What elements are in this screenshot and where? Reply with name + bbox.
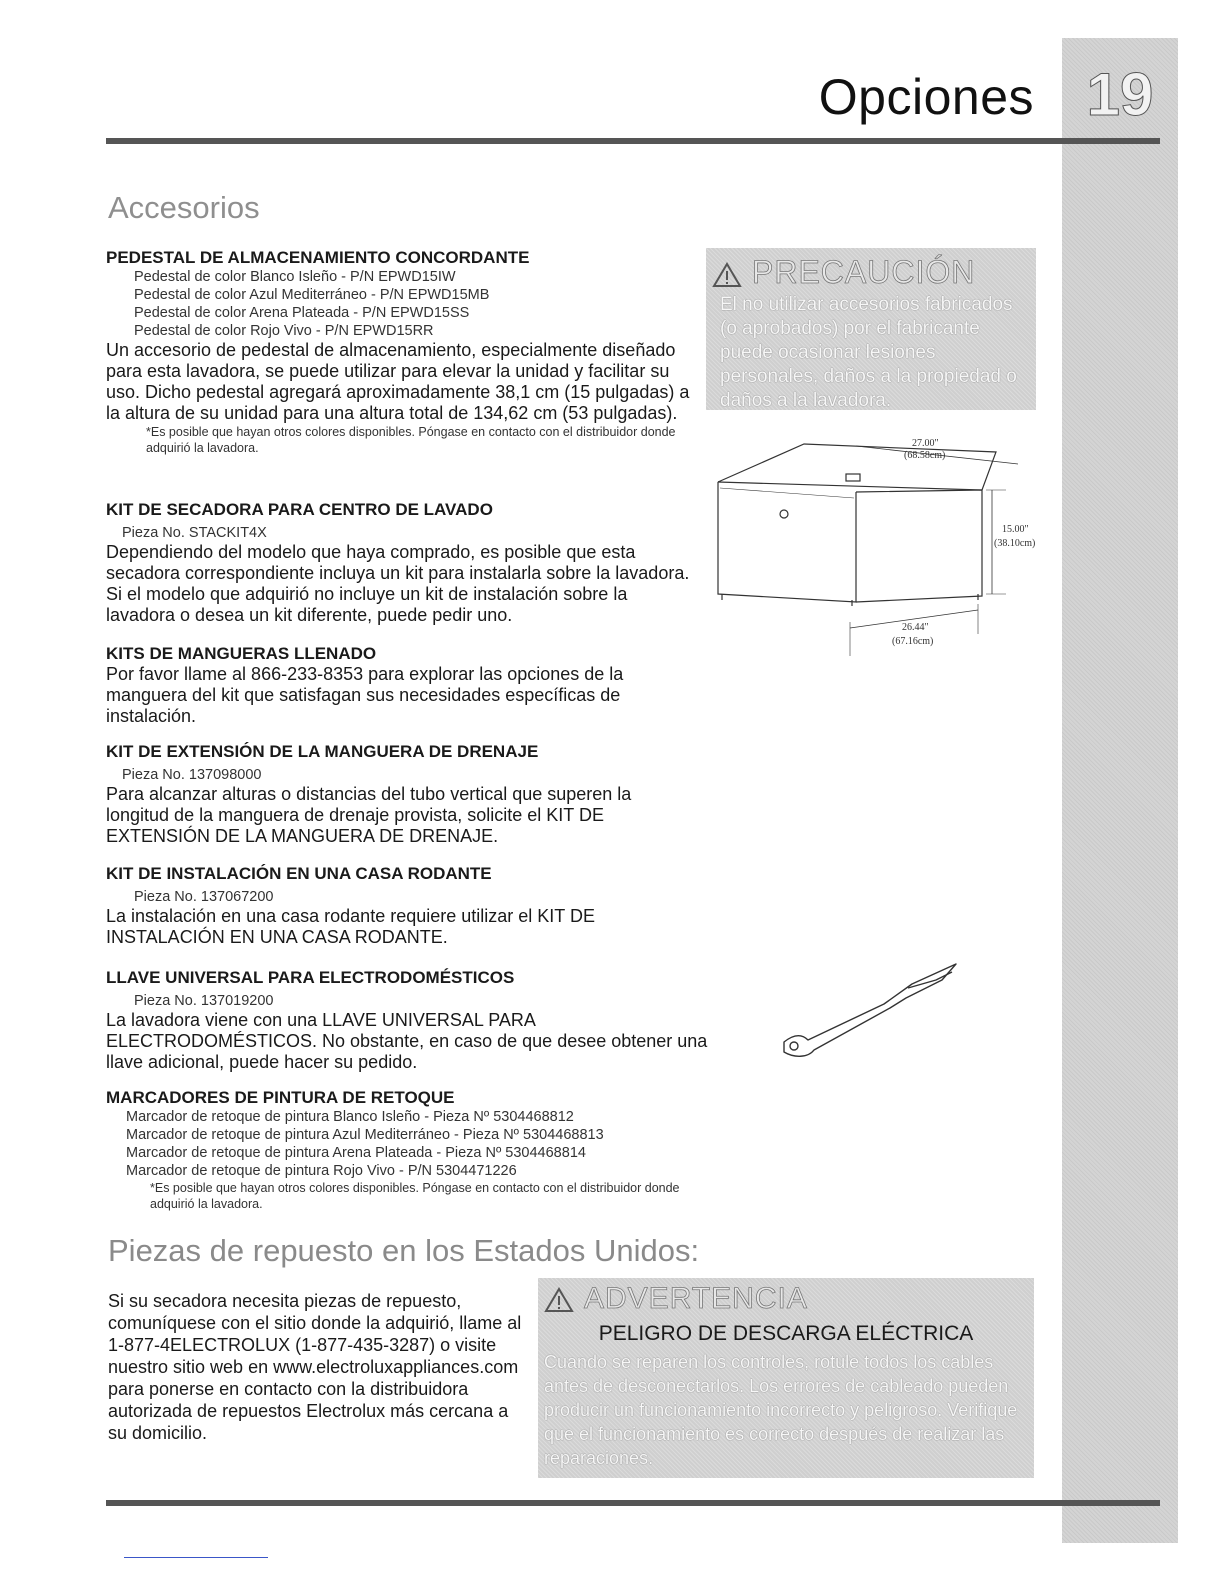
- height-inch-label: 15.00": [1002, 524, 1029, 535]
- repuestos-body: Si su secadora necesita piezas de repuesto, comuníquese con el sitio donde la adquirió, llame al 1-877-4ELECTROLUX (1-877-435-3287) o visite nuestro sitio web en www.electroluxappliances.com para ponerse en contacto con la distribuidora autorizada de repuestos Electrolux más cercana a su domicilio.: [108, 1291, 522, 1443]
- markers-title: MARCADORES DE PINTURA DE RETOQUE: [106, 1088, 455, 1107]
- hoses-title: KITS DE MANGUERAS LLENADO: [106, 644, 377, 663]
- bottom-divider: [106, 1500, 1160, 1506]
- drain-section: [106, 742, 716, 847]
- list-item: Pedestal de color Arena Plateada - P/N EPWD15SS: [134, 305, 470, 321]
- width-inch-label: 27.00": [912, 438, 939, 449]
- precaucion-box: [706, 248, 1036, 410]
- drain-body: Para alcanzar alturas o distancias del tubo vertical que superen la longitud de la manguera de drenaje provista, solicite el KIT DE EXTENSIÓN DE LA MANGUERA DE DRENAJE.: [106, 784, 632, 846]
- list-item: Marcador de retoque de pintura Arena Plateada - Pieza Nº 5304468814: [126, 1145, 586, 1161]
- list-item: Pedestal de color Blanco Isleño - P/N EPWD15IW: [134, 269, 456, 285]
- wrench-section: [106, 968, 736, 1073]
- advertencia-heading-text: ADVERTENCIA: [584, 1282, 808, 1315]
- advertencia-subheading: PELIGRO DE DESCARGA ELÉCTRICA: [598, 1322, 974, 1345]
- mobile-section: [106, 864, 716, 948]
- page-title: Opciones: [818, 69, 1034, 125]
- markers-note: *Es posible que hayan otros colores disponibles. Póngase en contacto con el distribuidor donde adquirió la lavadora.: [150, 1181, 680, 1211]
- precaucion-heading: [706, 248, 1036, 291]
- stack-kit-title: KIT DE SECADORA PARA CENTRO DE LAVADO: [106, 500, 493, 519]
- hoses-section: [106, 644, 716, 727]
- height-cm-label: (38.10cm): [994, 538, 1036, 549]
- drain-title: KIT DE EXTENSIÓN DE LA MANGUERA DE DRENAJE: [106, 742, 539, 761]
- precaucion-heading-text: PRECAUCIÓN: [752, 254, 976, 290]
- mobile-body: La instalación en una casa rodante requiere utilizar el KIT DE INSTALACIÓN EN UNA CASA RODANTE.: [106, 906, 595, 947]
- stack-kit-part: Pieza No. STACKIT4X: [122, 525, 267, 541]
- footer-link-line: [124, 1557, 268, 1558]
- wrench-part: Pieza No. 137019200: [134, 993, 274, 1009]
- depth-cm-label: (67.16cm): [892, 636, 934, 647]
- advertencia-heading: [538, 1278, 1034, 1316]
- pedestal-title: PEDESTAL DE ALMACENAMIENTO CONCORDANTE: [106, 248, 530, 267]
- stack-kit-section: [106, 500, 716, 626]
- advertencia-box: [538, 1278, 1034, 1478]
- markers-section: [106, 1088, 746, 1212]
- list-item: Pedestal de color Azul Mediterráneo - P/N EPWD15MB: [134, 287, 490, 303]
- hoses-body: Por favor llame al 866-233-8353 para explorar las opciones de la manguera del kit que satisfagan sus necesidades específicas de instalación.: [106, 664, 624, 726]
- pedestal-list: [106, 268, 716, 340]
- warning-icon: [544, 1287, 574, 1313]
- depth-inch-label: 26.44": [902, 622, 929, 633]
- list-item: Marcador de retoque de pintura Rojo Vivo - P/N 5304471226: [126, 1163, 517, 1179]
- accesorios-heading: Accesorios: [108, 190, 260, 225]
- mobile-title: KIT DE INSTALACIÓN EN UNA CASA RODANTE: [106, 864, 492, 883]
- advertencia-body: Cuando se reparen los controles, rotule todos los cables antes de desconectarlos. Los errores de cableado pueden producir un funcionamiento incorrecto y peligroso. Verifique que el funcionamiento es correcto después de realizar las reparaciones.: [544, 1352, 1018, 1468]
- page-number: 19: [1086, 61, 1154, 128]
- stack-kit-body: Dependiendo del modelo que haya comprado, es posible que esta secadora correspondiente incluya un kit para instalarla sobre la lavadora. Si el modelo que adquirió no incluye un kit de instalación sobre la lavadora o desea un kit diferente, puede pedir uno.: [106, 542, 690, 625]
- warning-icon: [712, 262, 742, 288]
- pedestal-note: *Es posible que hayan otros colores disponibles. Póngase en contacto con el distribuidor donde adquirió la lavadora.: [146, 425, 676, 455]
- pedestal-diagram: [706, 428, 1052, 664]
- list-item: Marcador de retoque de pintura Azul Mediterráneo - Pieza Nº 5304468813: [126, 1127, 604, 1143]
- wrench-title: LLAVE UNIVERSAL PARA ELECTRODOMÉSTICOS: [106, 968, 515, 987]
- markers-list: [106, 1108, 746, 1180]
- wrench-illustration: [774, 958, 964, 1068]
- top-divider: [106, 138, 1160, 144]
- list-item: Marcador de retoque de pintura Blanco Isleño - Pieza Nº 5304468812: [126, 1109, 574, 1125]
- pedestal-body: Un accesorio de pedestal de almacenamiento, especialmente diseñado para esta lavadora, se puede utilizar para elevar la unidad y facilitar su uso. Dicho pedestal agregará aproximadamente 38,1 cm (15 pulgadas) a la altura de su unidad para una altura total de 134,62 cm (53 pulgadas).: [106, 340, 690, 423]
- page-side-tab: [1062, 38, 1178, 1543]
- wrench-body: La lavadora viene con una LLAVE UNIVERSAL PARA ELECTRODOMÉSTICOS. No obstante, en caso de que desee obtener una llave adicional, puede hacer su pedido.: [106, 1010, 708, 1072]
- width-cm-label: (68.58cm): [904, 450, 946, 461]
- repuestos-heading: Piezas de repuesto en los Estados Unidos:: [108, 1233, 700, 1268]
- pedestal-section: [106, 248, 716, 456]
- precaucion-body: El no utilizar accesorios fabricados (o aprobados) por el fabricante puede ocasionar lesiones personales, daños a la propiedad o daños a la lavadora.: [720, 294, 1017, 411]
- drain-part: Pieza No. 137098000: [122, 767, 262, 783]
- mobile-part: Pieza No. 137067200: [134, 889, 274, 905]
- list-item: Pedestal de color Rojo Vivo - P/N EPWD15RR: [134, 323, 434, 339]
